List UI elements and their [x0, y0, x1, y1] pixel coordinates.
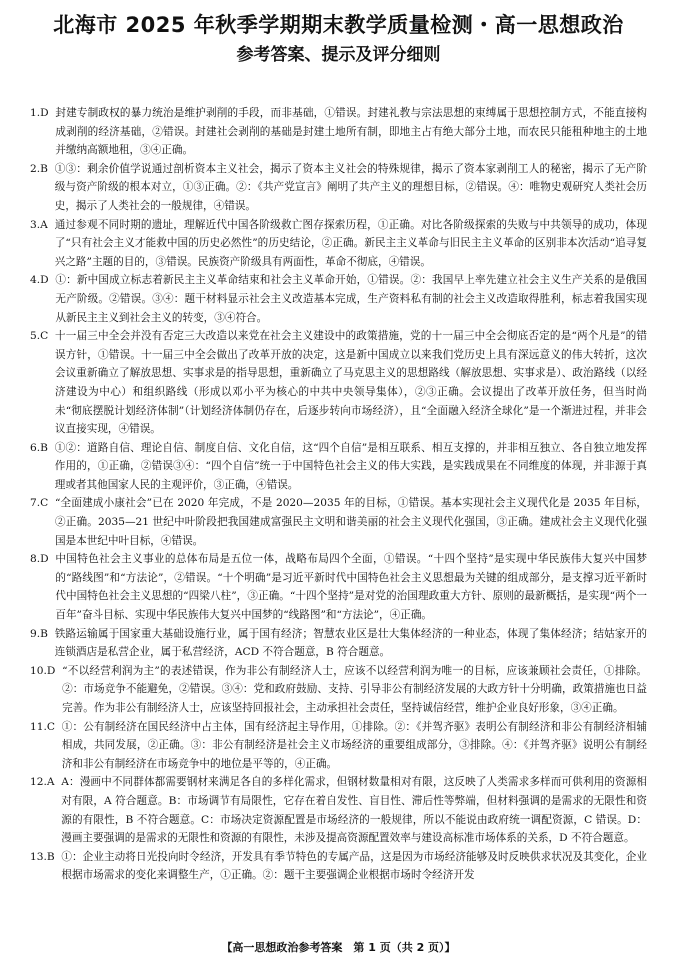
explanation-text: ①②：道路自信、理论自信、制度自信、文化自信，这“四个自信”是相互联系、相互支撑的，并非相互独立、各自独立地发挥作用的，①正确，②错误③④：“四个自信”统一于中国特色社会主义的伟大实践，是实践成果在不同维度的体现，并非源于真理或者其他国家人民的主观评价，③正确，④错误。 [54, 441, 647, 491]
page-title: 北海市 2025 年秋季学期期末教学质量检测・高一思想政治 [53, 13, 624, 37]
question-number: 3.A [30, 218, 48, 231]
answer-item [30, 848, 647, 885]
question-number: 12.A [30, 776, 55, 789]
question-number: 7.C [30, 497, 49, 510]
answer-list [30, 104, 647, 885]
question-number: 11.C [30, 720, 55, 733]
question-number: 1.D [30, 107, 49, 119]
answer-item [30, 625, 647, 662]
explanation-text: 通过参观不同时期的遗址，理解近代中国各阶级救亡图存探索历程，①正确。对比各阶级探索的失败与中共领导的成功，体现了“只有社会主义才能救中国的历史必然性”的历史结论，②正确。新民主主义革命与旧民主主义革命的区别非本次活动“追寻复兴之路”主题的目的，③错误。民族资产阶级具有两面性，革命不彻底，④错误。 [54, 218, 647, 268]
answer-item [30, 160, 647, 216]
explanation-text: ①：企业主动将日光投向时令经济，开发具有季节特色的专属产品，这是因为市场经济能够及时反映供求状况及其变化，企业根据市场需求的变化来调整生产，①正确。②：题干主要强调企业根据市场时令经济开发 [61, 850, 647, 882]
answer-item [30, 271, 647, 327]
explanation-text: ①：新中国成立标志着新民主主义革命结束和社会主义革命开始，①错误。②：我国早上率先建立社会主义生产关系的是俄国无产阶级。②错误。③④：题干材料显示社会主义改造基本完成，生产资料私有制的社会主义改造取得胜利，标志着我国实现从新民主主义到社会主义的转变，③④符合。 [55, 274, 647, 324]
explanation-text: 封建专制政权的暴力统治是维护剥削的手段，而非基础，①错误。封建礼教与宗法思想的束缚属于思想控制方式，不能直接构成剥削的经济基础，②错误。封建社会剥削的基础是封建土地所有制，即地主占有绝大部分土地，而农民只能租种地主的土地并缴纳高额地租，③④正确。 [55, 107, 647, 157]
answer-item [30, 550, 647, 624]
explanation-text: A：漫画中不同群体都需要钢材来满足各自的多样化需求，但钢材数量相对有限，这反映了人类需求多样而可供利用的资源相对有限，A 符合题意。B：市场调节有局限性，它存在着自发性、盲目性、滞后性等弊端，但材料强调的是需求的无限性和资源的有限性，B 不符合题意。C：市场决定资源配置是市场经济的一般规律，所以不能说由政府统一调配资源，C 错误。D：漫画主要强调的是需求的无限性和资源的有限性，未涉及提高资源配置效率与建设高标准市场体系的关系，D 不符合题意。 [61, 776, 647, 845]
answer-item [30, 104, 647, 160]
answer-item [30, 662, 647, 718]
question-number: 9.B [30, 627, 48, 640]
explanation-text: 铁路运输属于国家重大基础设施行业，属于国有经济；智慧农业区是壮大集体经济的一种业态，体现了集体经济；结姑家开的连锁酒店是私营企业，属于私营经济，ACD 不符合题意，B 符合题意。 [54, 627, 647, 659]
question-number: 6.B [30, 441, 48, 454]
explanation-text: ①：公有制经济在国民经济中占主体，国有经济起主导作用，①排除。②：《并驾齐驱》表明公有制经济和非公有制经济相辅相成，共同发展，②正确。③：非公有制经济是社会主义市场经济的重要组成部分，③排除。④：《并驾齐驱》说明公有制经济和非公有制经济在市场竞争中的地位是平等的，④正确。 [61, 720, 647, 770]
explanation-text: “不以经营利润为主”的表述错误，作为非公有制经济人士，应该不以经营利润为唯一的目标，应该兼顾社会责任，①排除。②：市场竞争不能避免，②错误。③④：党和政府鼓励、支持、引导非公有制经济发展的大政方针十分明确，政策措施也日益完善。作为非公有制经济人士，应该坚持回报社会，主动承担社会责任，坚持诚信经营，维护企业良好形象，③④正确。 [62, 664, 647, 714]
explanation-text: 中国特色社会主义事业的总体布局是五位一体，战略布局四个全面，①错误。“十四个坚持”是实现中华民族伟大复兴中国梦的“路线图”和“方法论”，②错误。“十个明确”是习近平新时代中国特色社会主义思想最为关键的组成部分，是支撑习近平新时代中国特色社会主义思想的“四梁八柱”，③正确。“十四个坚持”是对党的治国理政重大方针、原则的最新概括，是实现“两个一百年”奋斗目标、实现中华民族伟大复兴中国梦的“线路图”和“方法论”，④正确。 [55, 553, 647, 622]
question-number: 8.D [30, 553, 49, 566]
question-number: 5.C [30, 330, 49, 343]
explanation-text: 十一届三中全会并没有否定三大改造以来党在社会主义建设中的政策措施，党的十一届三中全会彻底否定的是“两个凡是”的错误方针，①错误。十一届三中全会做出了改革开放的决定，这是新中国成立以来我们党历史上具有深远意义的伟大转折，这次会议重新确立了解放思想、实事求是的指导思想，重新确立了马克思主义的思想路线（解放思想、实事求是）、政治路线（以经济建设为中心）和组织路线（形成以邓小平为核心的中共中央领导集体），②③正确。会议提出了改革开放任务，但当时尚未“彻底摆脱计划经济体制”（计划经济体制仍存在，后逐步转向市场经济），且“全面融入经济全球化”是一个渐进过程，并非会议直接实现，④错误。 [54, 330, 647, 436]
page-subtitle: 参考答案、提示及评分细则 [236, 45, 441, 65]
answer-item [30, 327, 647, 439]
question-number: 2.B [30, 162, 48, 175]
explanation-text: ①③：剩余价值学说通过剖析资本主义社会，揭示了资本主义社会的特殊规律，揭示了资本家剥削工人的秘密，揭示了无产阶级与资产阶级的根本对立，①③正确。②：《共产党宣言》阐明了共产主义的理想目标，②错误。④：唯物史观研究人类社会历史，揭示了人类社会的一般规律，④错误。 [54, 162, 647, 212]
question-number: 10.D [30, 664, 56, 677]
question-number: 13.B [30, 850, 55, 863]
answer-item [30, 773, 647, 847]
page-footer: 【高一思想政治参考答案 第 1 页（共 2 页）】 [221, 941, 456, 954]
answer-item [30, 494, 647, 550]
question-number: 4.D [30, 274, 49, 287]
answer-item [30, 439, 647, 495]
answer-item [30, 718, 647, 774]
explanation-text: “全面建成小康社会”已在 2020 年完成，不是 2020—2035 年的目标，①错误。基本实现社会主义现代化是 2035 年目标，②正确。2035—21 世纪中叶阶段把我国建成富强民主文明和谐美丽的社会主义现代化强国，③正确。建成社会主义现代化强国是本世纪中叶目标，④错误。 [54, 497, 647, 547]
answer-item [30, 216, 647, 272]
